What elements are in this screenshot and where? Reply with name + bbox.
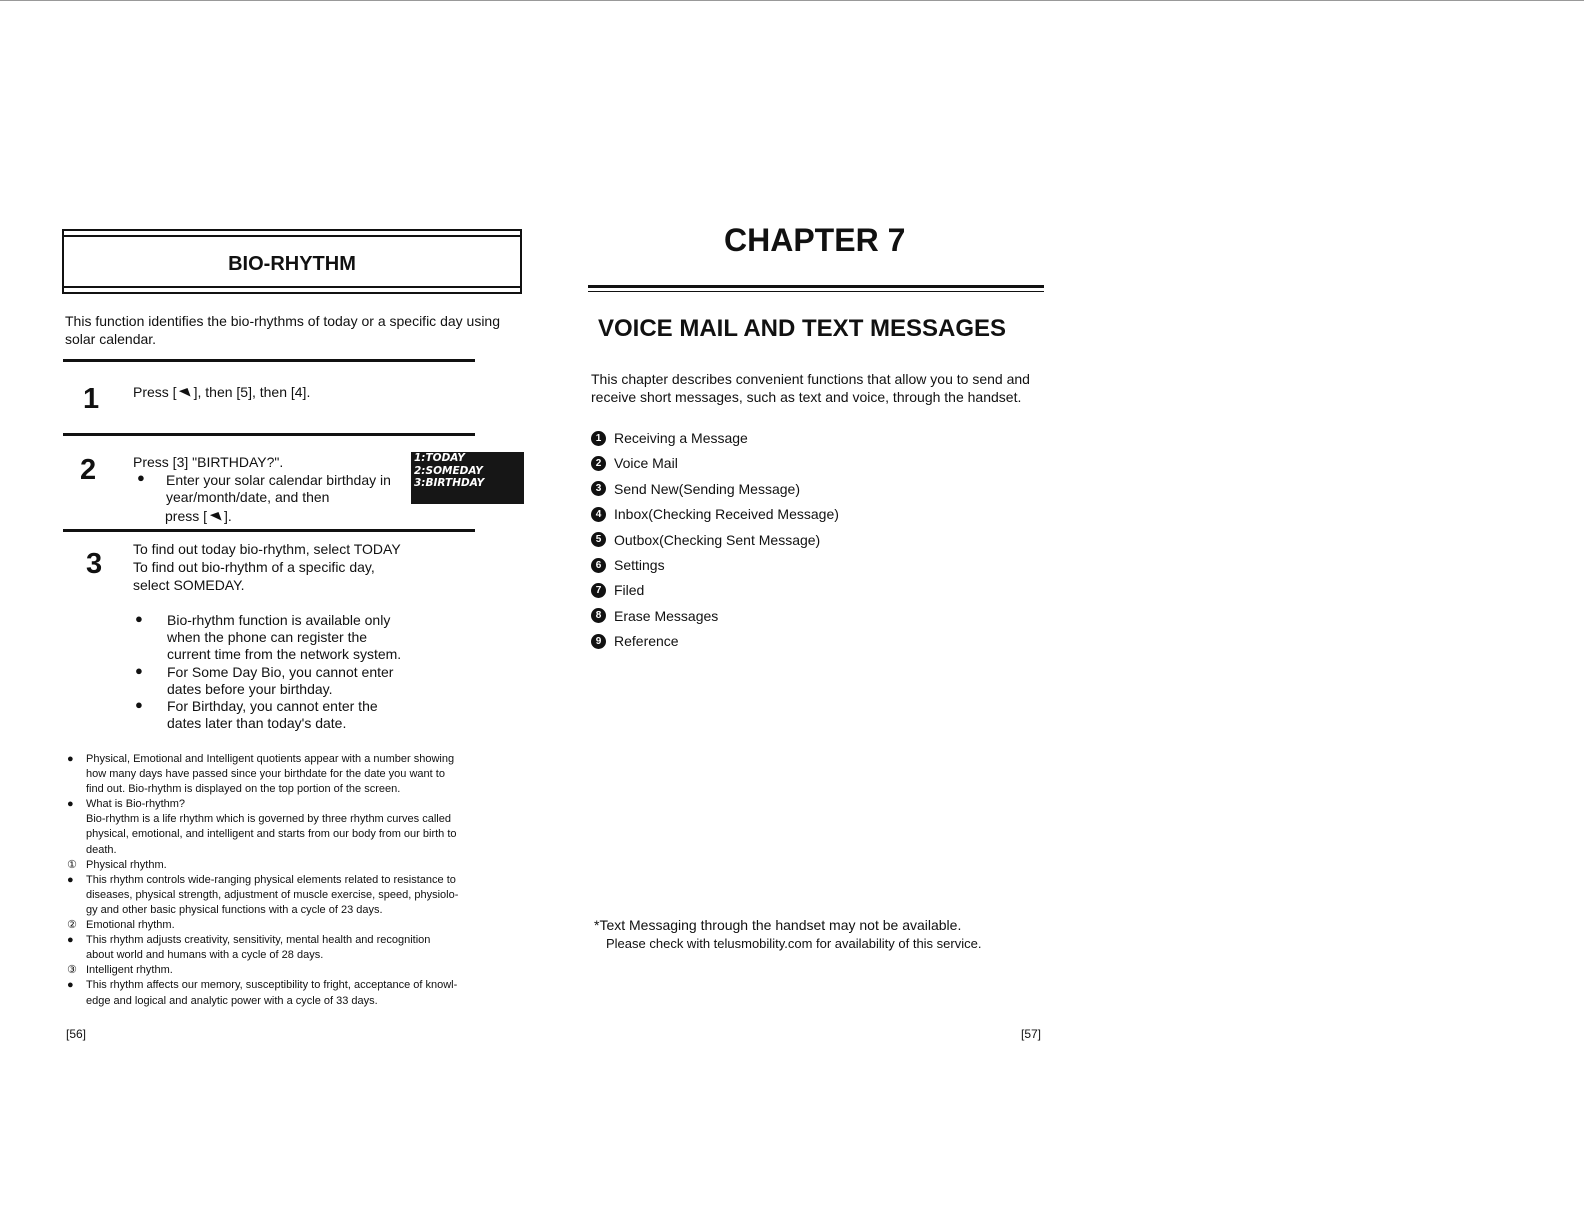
- note-text: This rhythm adjusts creativity, sensitivity, mental health and recognition: [86, 934, 431, 947]
- bullet-icon: ●: [135, 697, 143, 712]
- item-number-icon: 9: [591, 634, 606, 649]
- note-text: Physical rhythm.: [86, 858, 167, 871]
- step-text: Press [3] "BIRTHDAY?".: [133, 454, 284, 470]
- step-text: press [: [165, 508, 208, 524]
- step-2-press: [165, 508, 232, 526]
- notes-list: [67, 752, 527, 1009]
- step-bullet-text: For Birthday, you cannot enter the dates later than today's date.: [167, 698, 378, 731]
- note-marker: ●: [67, 979, 74, 992]
- step-bullet-text: For Some Day Bio, you cannot enter dates before your birthday.: [167, 664, 394, 697]
- divider: [588, 291, 1044, 292]
- note-marker: [67, 782, 86, 797]
- footnote: *Text Messaging through the handset may not be available.: [594, 917, 962, 933]
- note-text: What is Bio-rhythm?: [86, 798, 186, 811]
- step-bullet-text: Enter your solar calendar birthday in year/month/date, and then: [166, 472, 391, 505]
- bullet-icon: ●: [135, 663, 143, 678]
- note-text: physical, emotional, and intelligent and starts from our body from our birth to: [86, 828, 457, 841]
- divider: [63, 359, 475, 362]
- note-row: [67, 843, 527, 858]
- chapter-title: VOICE MAIL AND TEXT MESSAGES: [598, 315, 1007, 342]
- contents-item: [591, 582, 644, 598]
- note-text: Bio-rhythm is a life rhythm which is governed by three rhythm curves called: [86, 813, 451, 826]
- note-marker: ●: [67, 798, 74, 811]
- section-title-box: [62, 229, 522, 294]
- note-text: diseases, physical strength, adjustment of muscle exercise, speed, physiolo-: [86, 888, 459, 901]
- note-row: [67, 827, 527, 842]
- note-row: [67, 994, 527, 1009]
- item-number-icon: 3: [591, 481, 606, 496]
- note-marker: [67, 767, 86, 782]
- page-number: [57]: [1021, 1027, 1042, 1041]
- contents-item: [591, 455, 678, 471]
- note-row: [67, 752, 527, 767]
- note-text: This rhythm affects our memory, susceptibility to fright, acceptance of knowl-: [86, 979, 458, 992]
- divider: [588, 285, 1044, 288]
- note-text: Intelligent rhythm.: [86, 964, 173, 977]
- item-number-icon: 1: [591, 431, 606, 446]
- note-row: [67, 812, 527, 827]
- note-marker: ①: [67, 858, 77, 871]
- footnote: Please check with telusmobility.com for availability of this service.: [606, 936, 982, 951]
- item-label: Receiving a Message: [614, 430, 748, 446]
- step-text: select SOMEDAY.: [133, 577, 245, 593]
- note-row: [67, 933, 527, 948]
- note-row: [67, 963, 527, 978]
- note-marker: ●: [67, 934, 74, 947]
- send-key-icon: ◥: [178, 384, 192, 402]
- step-number: 3: [86, 548, 103, 580]
- note-marker: [67, 903, 86, 918]
- note-marker: [67, 994, 86, 1009]
- item-label: Erase Messages: [614, 607, 719, 624]
- item-number-icon: 4: [591, 507, 606, 522]
- step-number: 2: [80, 454, 97, 486]
- step-number: 1: [83, 383, 100, 415]
- note-text: death.: [86, 843, 117, 856]
- step-bullet-text: Bio-rhythm function is available only when the phone can register the current time from the network system.: [167, 612, 402, 662]
- item-number-icon: 8: [591, 608, 606, 623]
- note-row: [67, 978, 527, 993]
- note-marker: [67, 812, 86, 827]
- phone-screen-image: [411, 452, 524, 504]
- bullet-icon: ●: [137, 470, 145, 485]
- step-text: To find out today bio-rhythm, select TODAY: [133, 541, 401, 557]
- contents-item: [591, 481, 800, 497]
- note-row: [67, 948, 527, 963]
- note-row: [67, 797, 527, 812]
- note-row: [67, 873, 527, 888]
- note-text: This rhythm controls wide-ranging physical elements related to resistance to: [86, 873, 456, 886]
- note-row: [67, 858, 527, 873]
- contents-item: [591, 532, 820, 548]
- note-marker: [67, 888, 86, 903]
- note-marker: [67, 843, 86, 858]
- screen-line: 2:SOMEDAY: [414, 464, 483, 477]
- contents-item: [591, 557, 665, 573]
- screen-line: 3:BIRTHDAY: [414, 477, 485, 489]
- note-row: [67, 903, 527, 918]
- item-label: Filed: [614, 582, 645, 599]
- chapter-intro: This chapter describes convenient functions that allow you to send and receive short messages, such as text and voice, through the handset.: [591, 371, 1030, 405]
- send-key-icon: ◥: [208, 508, 223, 526]
- step-text: ], then [5], then [4].: [193, 384, 311, 400]
- note-marker: ●: [67, 873, 74, 886]
- item-number-icon: 6: [591, 558, 606, 573]
- note-marker: ②: [67, 919, 77, 932]
- note-text: gy and other basic physical functions with a cycle of 23 days.: [86, 903, 383, 916]
- note-row: [67, 918, 527, 933]
- item-label: Send New(Sending Message): [614, 480, 800, 497]
- item-label: Reference: [614, 633, 679, 650]
- note-row: [67, 782, 527, 797]
- note-marker: ●: [67, 753, 74, 765]
- item-label: Outbox(Checking Sent Message): [614, 531, 821, 548]
- note-text: Emotional rhythm.: [86, 919, 175, 932]
- contents-item: [591, 506, 839, 522]
- item-label: Settings: [614, 557, 665, 573]
- page-number: [56]: [66, 1027, 87, 1041]
- chapter-heading: CHAPTER 7: [724, 222, 906, 258]
- item-label: Voice Mail: [614, 455, 678, 472]
- item-number-icon: 7: [591, 583, 606, 598]
- screen-line: 1:TODAY: [414, 452, 465, 464]
- note-marker: [67, 827, 86, 842]
- item-number-icon: 5: [591, 532, 606, 547]
- step-text: To find out bio-rhythm of a specific day,: [133, 559, 375, 575]
- step-1-text: [133, 384, 310, 402]
- section-title: BIO-RHYTHM: [228, 253, 356, 275]
- note-text: Physical, Emotional and Intelligent quotients appear with a number showing: [86, 753, 455, 765]
- note-text: about world and humans with a cycle of 28 days.: [86, 949, 324, 962]
- note-marker: ③: [67, 964, 77, 977]
- item-number-icon: 2: [591, 456, 606, 471]
- contents-item: [591, 430, 748, 446]
- divider: [63, 529, 475, 532]
- page-top-border: [0, 0, 1584, 1]
- note-row: [67, 767, 527, 782]
- contents-item: [591, 608, 718, 624]
- divider: [63, 433, 475, 436]
- step-text: Press [: [133, 384, 177, 400]
- note-row: [67, 888, 527, 903]
- section-intro: This function identifies the bio-rhythms of today or a specific day using solar calendar.: [65, 313, 500, 347]
- note-text: edge and logical and analytic power with a cycle of 33 days.: [86, 994, 378, 1007]
- note-marker: [67, 948, 86, 963]
- note-text: how many days have passed since your birthdate for the date you want to: [86, 768, 445, 781]
- contents-item: [591, 633, 679, 649]
- note-text: find out. Bio-rhythm is displayed on the top portion of the screen.: [86, 783, 401, 796]
- step-text: ].: [224, 508, 232, 524]
- item-label: Inbox(Checking Received Message): [614, 506, 839, 523]
- bullet-icon: ●: [135, 611, 143, 626]
